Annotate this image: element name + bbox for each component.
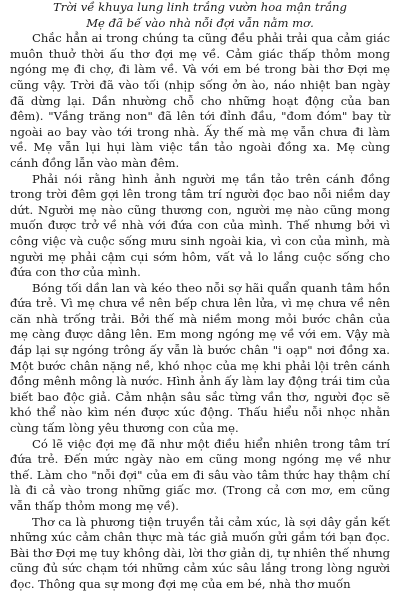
- quote-line: Mẹ đã bế vào nhà nỗi đợi vẫn nằm mơ.: [86, 15, 314, 30]
- poem-quote: [10, 0, 390, 31]
- paragraph: Bóng tối dần lan và kéo theo nỗi sợ hãi quẩn quanh tâm hồn đứa trẻ. Vì mẹ chưa về nên bếp chưa lên lửa, vì mẹ chưa về nên căn nhà trống trải. Bởi thế mà niềm mong mỏi bước chân của mẹ càng được dâng lên. Em mong ngóng mẹ về với em. Vậy mà đáp lại sự ngóng trông ấy vẫn là bước chân "i oạp" nơi đồng xa. Một bước chân nặng nề, khó nhọc của mẹ khi phải lội trên cánh đồng mênh mông là nước. Hình ảnh ấy làm lay động trái tim của biết bao độc giả. Cảm nhận sâu sắc từng vần thơ, người đọc sẽ khó thể nào kìm nén được xúc động. Thấu hiểu nỗi nhọc nhằn cùng tấm lòng yêu thương con của mẹ.: [10, 280, 390, 436]
- paragraph: Chắc hẳn ai trong chúng ta cũng đều phải trải qua cảm giác muôn thuở thời ấu thơ đợi mẹ về. Cảm giác thấp thỏm mong ngóng mẹ đi chợ, đi làm về. Và với em bé trong bài thơ Đợi mẹ cũng vậy. Trời đã vào tối (nhịp sống ởn ào, náo nhiệt ban ngày đã dừng lại. Dần nhường chỗ cho những hoạt động của ban đêm). "Vầng trăng non" đã lên tới đỉnh đầu, "đom đóm" bay từ ngoài ao bay vào tới trong nhà. Ấy thế mà mẹ vẫn chưa đi làm về. Mẹ vẫn lụi hụi làm việc tần tảo ngoài đồng xa. Mẹ cùng cánh đồng lẫn vào màn đêm.: [10, 31, 390, 170]
- quote-line: Trời về khuya lung linh trắng vườn hoa mận trắng: [53, 0, 347, 14]
- paragraph: Phải nói rằng hình ảnh người mẹ tần tảo trên cánh đồng trong trời đêm gợi lên trong tâm trí người đọc bao nỗi niềm day dứt. Người mẹ nào cũng thương con, người mẹ nào cũng mong muốn được trở về nhà với đứa con của mình. Thế nhưng bởi vì công việc và cuộc sống mưu sinh ngoài kia, vì con của mình, mà người mẹ phải cậm cụi sớm hôm, vất vả lo lắng cuộc sống cho đứa con thơ của mình.: [10, 171, 390, 280]
- paragraph: Thơ ca là phương tiện truyền tải cảm xúc, là sợi dây gắn kết những xúc cảm chân thực mà tác giả muốn gửi gắm tới bạn đọc. Bài thơ Đợi mẹ tuy không dài, lời thơ giản dị, tự nhiên thế nhưng cũng đủ sức chạm tới những cảm xúc sâu lắng trong lòng người đọc. Thông qua sự mong đợi mẹ của em bé, nhà thơ muốn: [10, 514, 390, 591]
- paragraph: Có lẽ việc đợi mẹ đã như một điều hiển nhiên trong tâm trí đứa trẻ. Đến mức ngày nào em cũng mong ngóng mẹ về như thế. Làm cho "nỗi đợi" của em đi sâu vào tâm thức hay thậm chí là đi cả vào trong những giấc mơ. (Trong cả cơn mơ, em cũng vẫn thấp thỏm mong mẹ về).: [10, 436, 390, 513]
